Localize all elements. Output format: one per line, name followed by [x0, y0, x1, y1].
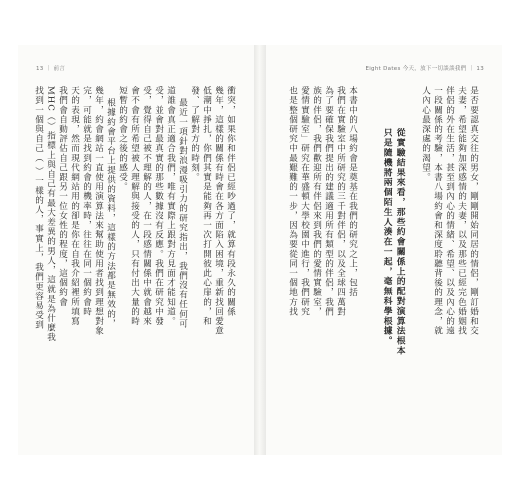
right-body-column: 為了要確保我們提出的建議適用所有類型的伴侶，我們: [323, 86, 334, 317]
left-body-column: 幾年，約會網站一直使用演算法來幫助使用者找到理想對象: [93, 86, 104, 336]
left-body-column: 道誰會真正適合我們，唯有實際上跟對方見面才能知道。: [165, 86, 176, 326]
left-body-column: 衝突，如果你和伴侶已經吵過了，就算有段永久的關係: [225, 86, 236, 317]
right-body-column: 人內心最深處的渴望。: [420, 86, 431, 182]
right-body-column: 也是整個研究中最艱難的一步，因為要從同一個地方找: [287, 86, 298, 317]
right-body-column: 夫妻，希望能夠加深感情的夫妻，以及那些已經完色婚姻找: [456, 86, 467, 336]
right-body-column: 本書中的八場約會是奠基在我們的研究之上，包括: [347, 86, 358, 298]
left-body-column: 找到一個與自己（ ）一樣的人，事實上，我們更容易受到: [33, 86, 44, 330]
left-body-column: MHC（）指標上與自己有最大差異的男人，這就是為什麼我: [45, 86, 56, 343]
left-body-column: 低潮中掙扎，你們其實是能夠再一次打開彼此心扉的，和: [201, 86, 212, 326]
right-body-column: 一段關係的考驗，本書八場約會和深度聆聽背後的理念，就: [432, 86, 443, 336]
right-body-column: 伴侶的外在生活，甚至到內心的情緒、希望、以及內心的遠: [444, 86, 455, 336]
page-header-right: Eight Dates 今天，放下一切談談我們 ｜ 13: [365, 66, 484, 72]
left-body-column: 受，並會對最真實的那些數據沒有反應。我們在研究中發: [153, 86, 164, 326]
left-body-column: 會不會有所希望被人理解與接受的人，只有付出大量的時: [129, 86, 140, 326]
left-body-column: 受，覺得自己被不理解的人，在一段感情關係中就會越來: [141, 86, 152, 326]
right-body-column: 族的伴侶，我們歡迎所有伴侶來到我們的愛情實驗室，: [311, 86, 322, 317]
pull-quote-line: 從實驗結果來看，那些約會關係上的配對演算法根本: [394, 128, 405, 356]
left-body-column: 根據約會平台上提供的資料，這樣的方法都是無效的，: [105, 98, 116, 329]
left-body-column: 短暫的約會之後的感受。: [117, 86, 128, 192]
page-header-left: 13 ｜ 前言: [36, 66, 66, 72]
right-body-column: 是否要認真交往的男女，剛剛開始同居的情侶，剛訂婚和交: [468, 86, 479, 336]
right-body-column: 愛情實驗室」研究在華盛頓大學校園中進行，我們研究: [299, 86, 310, 317]
right-body-column: 我們在實驗室中所研究的三千對伴侶，以及全球四萬對: [335, 86, 346, 317]
left-body-column: 發、了解對方的時刻。: [189, 86, 200, 182]
left-body-column: 最近一項針對浪漫吸引力的研究指出，我們沒有任何可: [177, 98, 188, 329]
left-body-column: 我們會自動評估自己跟另一位女性的程度，這個約會: [57, 86, 68, 307]
pull-quote-line: 只是隨機將兩個陌生人湊在一起，毫無科學根據。: [381, 128, 392, 346]
left-body-column: 天的表現，然而現代網站用的卻是你在自我介紹裡所填寫: [69, 86, 80, 326]
left-body-column: 幾年，這樣的關係有時會在各方面陷入困境，重新找回愛意: [213, 86, 224, 336]
left-body-column: 完，可能就是找到約會的機率時，往往在同一個約會時: [81, 86, 92, 317]
book-gutter: [254, 45, 266, 455]
